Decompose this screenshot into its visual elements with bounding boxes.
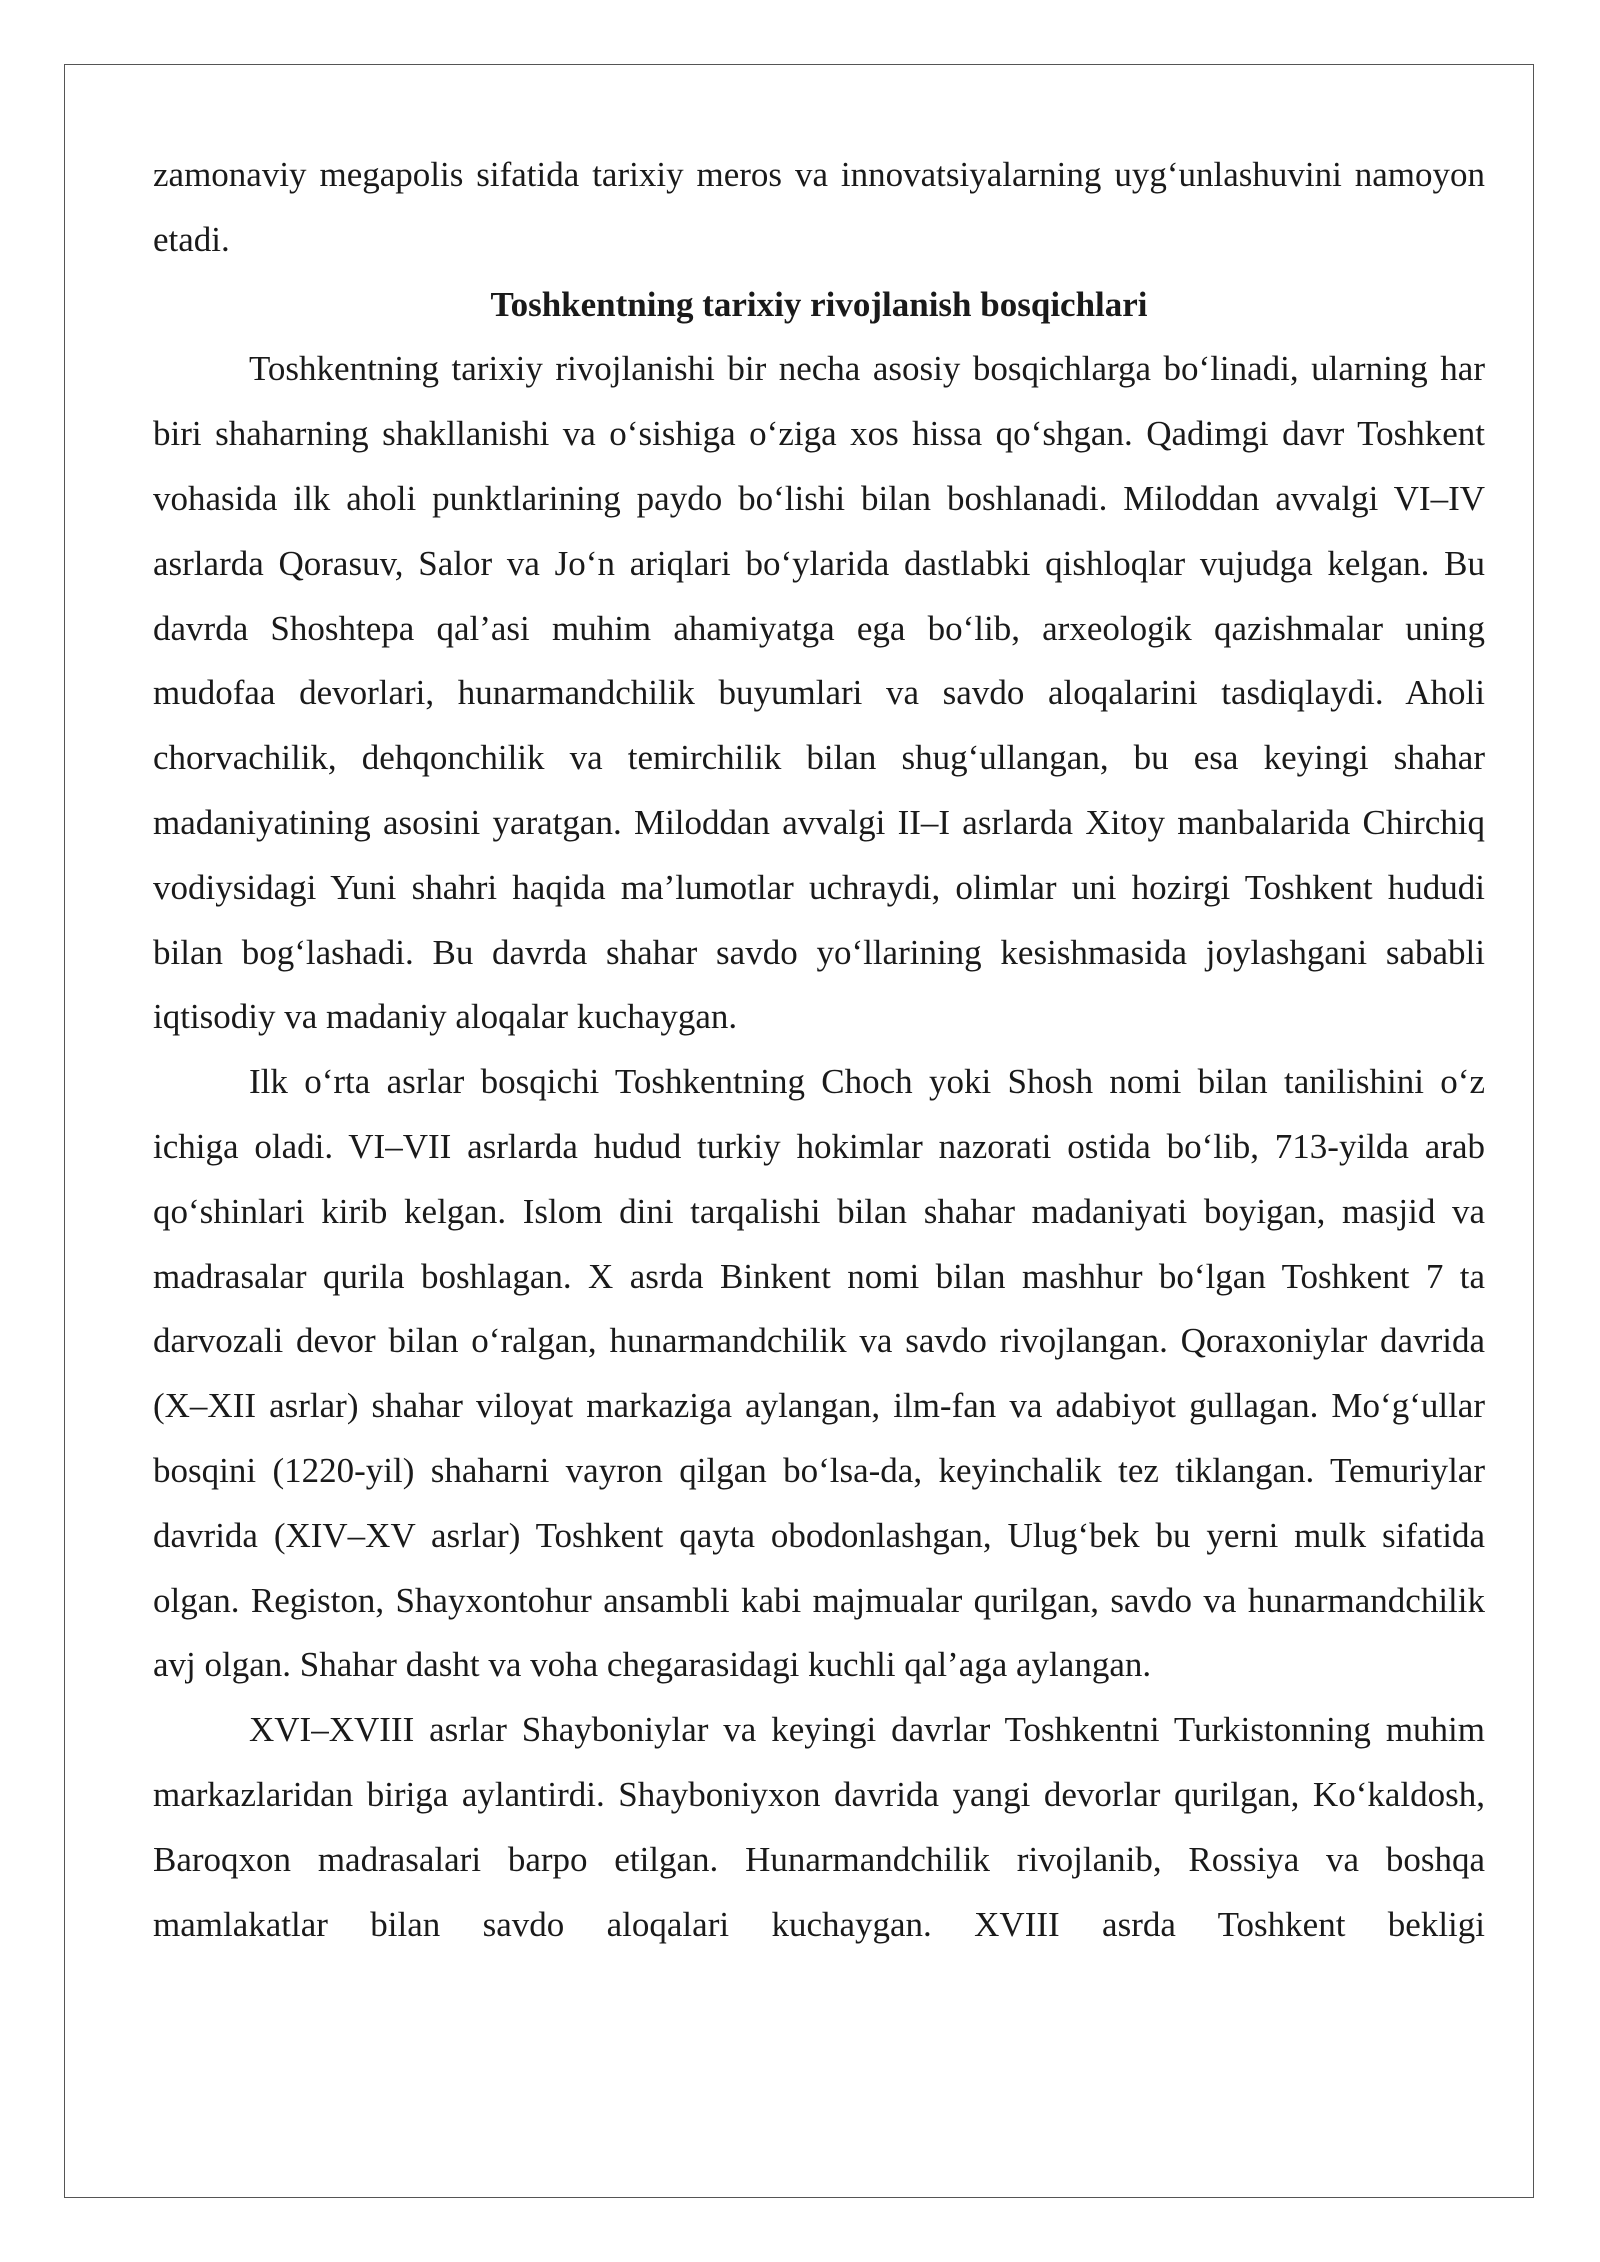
section-heading: Toshkentning tarixiy rivojlanish bosqichlari <box>490 284 1148 324</box>
paragraph-xvi-xviii-centuries: XVI–XVIII asrlar Shayboniylar va keyingi davrlar Toshkentni Turkistonning muhim markazlaridan biriga aylantirdi. Shayboniyxon davrida yangi devorlar qurilgan, Ko‘kaldosh, Baroqxon madrasalari barpo etilgan. Hunarmandchilik rivojlanib, Rossiya va boshqa mamlakatlar bilan savdo aloqalari kuchaygan. XVIII asrda Toshkent bekligi <box>153 1710 1485 1944</box>
paragraph-ancient-period: Toshkentning tarixiy rivojlanishi bir necha asosiy bosqichlarga bo‘linadi, ularning har biri shaharning shakllanishi va o‘sishiga o‘ziga xos hissa qo‘shgan. Qadimgi davr Toshkent vohasida ilk aholi punktlarining paydo bo‘lishi bilan boshlanadi. Miloddan avvalgi VI–IV asrlarda Qorasuv, Salor va Jo‘n ariqlari bo‘ylarida dastlabki qishloqlar vujudga kelgan. Bu davrda Shoshtepa qal’asi muhim ahamiyatga ega bo‘lib, arxeologik qazishmalar uning mudofaa devorlari, hunarmandchilik buyumlari va savdo aloqalarini tasdiqlaydi. Aholi chorvachilik, dehqonchilik va temirchilik bilan shug‘ullangan, bu esa keyingi shahar madaniyatining asosini yaratgan. Miloddan avvalgi II–I asrlarda Xitoy manbalarida Chirchiq vodiysidagi Yuni shahri haqida ma’lumotlar uchraydi, olimlar uni hozirgi Toshkent hududi bilan bog‘lashadi. Bu davrda shahar savdo yo‘llarining kesishmasida joylashgani sababli iqtisodiy va madaniy aloqalar kuchaygan. <box>153 349 1485 1037</box>
opening-paragraph: zamonaviy megapolis sifatida tarixiy meros va innovatsiyalarning uyg‘unlashuvini namoyon etadi. <box>153 155 1485 259</box>
document-body <box>153 143 1485 1957</box>
paragraph-early-middle-ages: Ilk o‘rta asrlar bosqichi Toshkentning Choch yoki Shosh nomi bilan tanilishini o‘z ichiga oladi. VI–VII asrlarda hudud turkiy hokimlar nazorati ostida bo‘lib, 713-yilda arab qo‘shinlari kirib kelgan. Islom dini tarqalishi bilan shahar madaniyati boyigan, masjid va madrasalar qurila boshlagan. X asrda Binkent nomi bilan mashhur bo‘lgan Toshkent 7 ta darvozali devor bilan o‘ralgan, hunarmandchilik va savdo rivojlangan. Qoraxoniylar davrida (X–XII asrlar) shahar viloyat markaziga aylangan, ilm-fan va adabiyot gullagan. Mo‘g‘ullar bosqini (1220-yil) shaharni vayron qilgan bo‘lsa-da, keyinchalik tez tiklangan. Temuriylar davrida (XIV–XV asrlar) Toshkent qayta obodonlashgan, Ulug‘bek bu yerni mulk sifatida olgan. Registon, Shayxontohur ansambli kabi majmualar qurilgan, savdo va hunarmandchilik avj olgan. Shahar dasht va voha chegarasidagi kuchli qal’aga aylangan. <box>153 1062 1485 1685</box>
